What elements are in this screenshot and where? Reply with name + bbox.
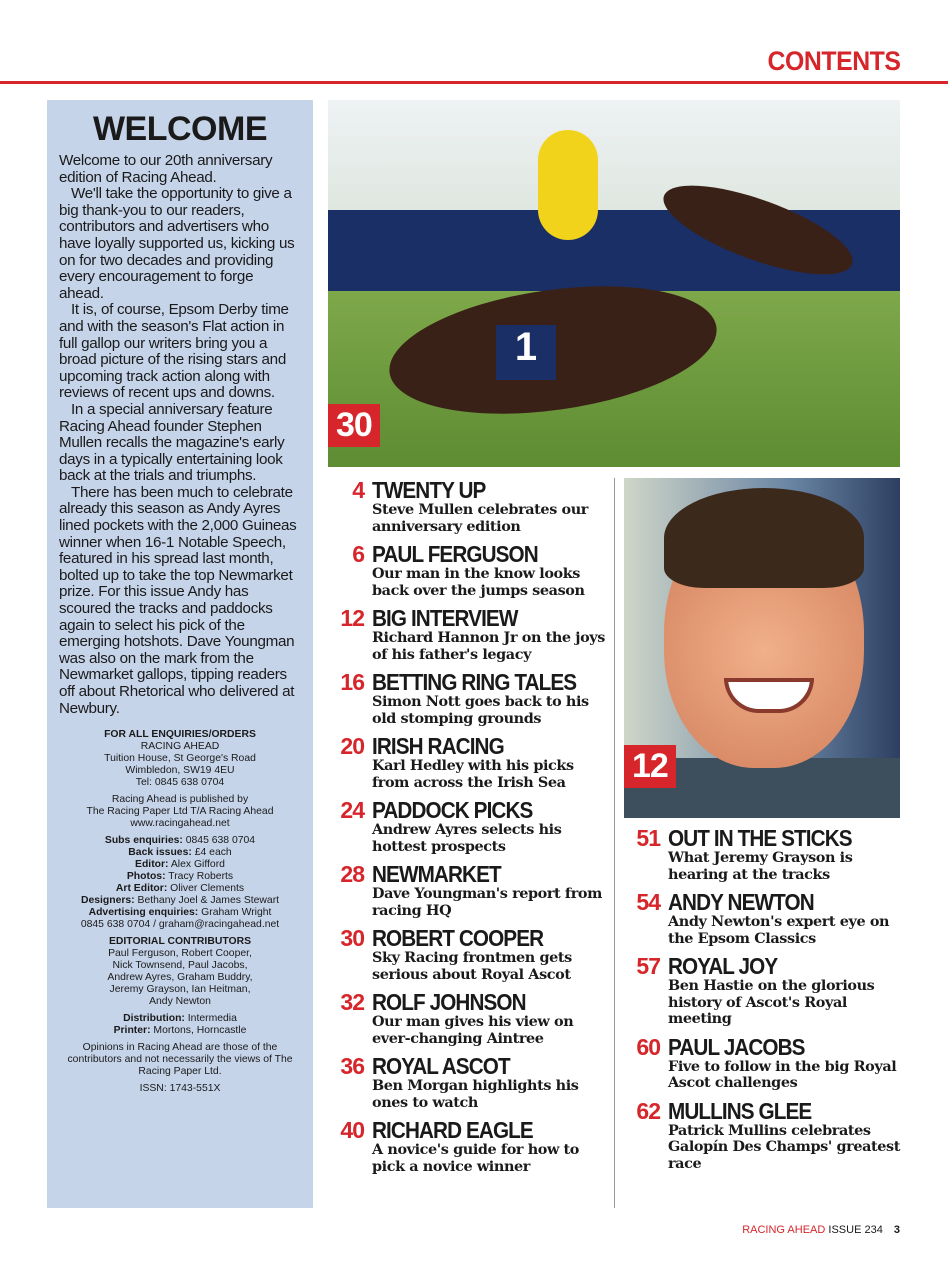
contents-item[interactable] xyxy=(328,1118,612,1175)
publisher-line: The Racing Paper Ltd T/A Racing Ahead xyxy=(86,806,274,818)
page-number: 20 xyxy=(340,733,364,759)
publication-name: RACING AHEAD xyxy=(742,1224,826,1236)
item-title: ROYAL ASCOT xyxy=(372,1053,510,1079)
welcome-sidebar xyxy=(47,100,313,1208)
address-line: RACING AHEAD xyxy=(140,741,220,753)
page-number: 3 xyxy=(893,1224,900,1236)
credit-label: Photos: xyxy=(126,871,166,883)
credit-line xyxy=(59,859,301,871)
contents-list-left xyxy=(328,478,612,1182)
item-title: TWENTY UP xyxy=(372,477,486,503)
page-number: 4 xyxy=(352,477,364,503)
page-number: 30 xyxy=(340,925,364,951)
page-number: 57 xyxy=(636,953,660,979)
item-title: PAUL JACOBS xyxy=(668,1033,805,1060)
credit-value: Graham Wright xyxy=(201,907,272,919)
enquiries-heading: FOR ALL ENQUIRIES/ORDERS xyxy=(104,729,256,741)
contents-item[interactable] xyxy=(328,734,612,791)
welcome-paragraph: In a special anniversary feature Racing Ahead founder Stephen Mullen recalls the magazine's early days in a typically entertaining look back at the trials and triumphs. xyxy=(59,400,285,485)
credit-label: Back issues: xyxy=(128,847,192,859)
page-number: 54 xyxy=(636,889,660,915)
contents-item[interactable] xyxy=(624,826,914,883)
contents-list-right xyxy=(624,826,914,1179)
column-divider xyxy=(614,478,615,1208)
address-line: Wimbledon, SW19 4EU xyxy=(125,765,235,777)
credit-line xyxy=(59,847,301,859)
item-description: Andy Newton's expert eye on the Epsom Classics xyxy=(668,913,890,947)
item-text xyxy=(372,990,612,1047)
item-text xyxy=(668,1099,914,1173)
item-text xyxy=(668,1035,914,1092)
item-title: BETTING RING TALES xyxy=(372,669,577,695)
contents-item[interactable] xyxy=(328,606,612,663)
item-text xyxy=(668,954,914,1028)
credit-line xyxy=(59,871,301,883)
printer-label: Printer: xyxy=(113,1025,151,1037)
item-text xyxy=(372,542,612,599)
item-description: Dave Youngman's report from racing HQ xyxy=(372,885,602,919)
item-text xyxy=(372,798,612,855)
item-description: Simon Nott goes back to his old stomping grounds xyxy=(372,693,589,727)
page-number: 62 xyxy=(636,1097,660,1124)
credit-value: 0845 638 0704 xyxy=(185,835,256,847)
page-number: 6 xyxy=(352,541,364,567)
item-title: ROLF JOHNSON xyxy=(372,989,526,1015)
item-title: BIG INTERVIEW xyxy=(372,605,518,631)
welcome-text xyxy=(59,153,301,717)
item-title: NEWMARKET xyxy=(372,861,501,887)
item-title: IRISH RACING xyxy=(372,733,504,759)
credit-value: Bethany Joel & James Stewart xyxy=(137,895,280,907)
page-number: 28 xyxy=(340,861,364,887)
section-title: CONTENTS xyxy=(767,46,900,76)
item-description: Our man gives his view on ever-changing Aintree xyxy=(372,1013,574,1047)
item-description: Richard Hannon Jr on the joys of his father's legacy xyxy=(372,629,605,663)
distribution-label: Distribution: xyxy=(123,1013,185,1025)
item-text xyxy=(668,826,914,883)
welcome-paragraph: There has been much to celebrate already this season as Andy Ayres lined pockets with the 2,000 Guineas winner when 16-1 Notable Speech, featured in his spread last month, bolted up to take the top Newmarket prize. For this issue Andy has scoured the tracks and paddocks again to select his pick of the emerging hotshots. Dave Youngman was also on the mark from the Newmarket gallops, tipping readers off about Rhetorical who delivered at Newbury. xyxy=(59,483,297,717)
item-text xyxy=(372,478,612,535)
item-title: ROBERT COOPER xyxy=(372,925,544,951)
credit-label: Art Editor: xyxy=(115,883,168,895)
disclaimer: Opinions in Racing Ahead are those of the contributors and not necessarily the views of The Racing Paper Ltd. xyxy=(67,1042,293,1078)
credit-line xyxy=(59,895,301,907)
masthead-info xyxy=(59,729,301,1095)
ad-contact: 0845 638 0704 / graham@racingahead.net xyxy=(80,919,280,931)
page-number: 40 xyxy=(340,1117,364,1143)
page-number: 24 xyxy=(340,797,364,823)
credit-label: Advertising enquiries: xyxy=(88,907,199,919)
horse-racing-photo: 1 30 xyxy=(328,100,900,467)
item-title: ROYAL JOY xyxy=(668,953,778,979)
page-number: 60 xyxy=(636,1033,660,1060)
credit-line xyxy=(59,835,301,847)
publisher-line: Racing Ahead is published by xyxy=(111,794,249,806)
item-text xyxy=(372,926,612,983)
item-text xyxy=(372,670,612,727)
item-text xyxy=(372,1054,612,1111)
page-badge-30: 30 xyxy=(328,404,380,447)
item-description: Steve Mullen celebrates our anniversary edition xyxy=(372,501,588,535)
welcome-paragraph: It is, of course, Epsom Derby time and with the season's Flat action in full gallop our writers bring you a broad picture of the rising stars and upcoming track action along with reviews of recent ups and downs. xyxy=(59,301,289,402)
page-badge-12: 12 xyxy=(624,745,676,788)
item-title: RICHARD EAGLE xyxy=(372,1117,533,1143)
contents-item[interactable] xyxy=(624,890,914,947)
welcome-paragraph: Welcome to our 20th anniversary edition of Racing Ahead. xyxy=(59,152,273,186)
publisher-line: www.racingahead.net xyxy=(130,818,230,830)
item-description: Patrick Mullins celebrates Galopín Des Champs' greatest race xyxy=(668,1121,900,1172)
item-description: Five to follow in the big Royal Ascot challenges xyxy=(668,1057,897,1091)
issn: ISSN: 1743-551X xyxy=(139,1083,221,1095)
welcome-heading: WELCOME xyxy=(92,110,268,148)
header-rule xyxy=(0,81,948,84)
credit-line xyxy=(59,907,301,919)
item-description: A novice's guide for how to pick a novice winner xyxy=(372,1141,580,1175)
credit-value: Tracy Roberts xyxy=(168,871,234,883)
contributors-list: Paul Ferguson, Robert Cooper, Nick Townsend, Paul Jacobs, Andrew Ayres, Graham Buddry, Jeremy Grayson, Ian Heitman, Andy Newton xyxy=(107,948,253,1008)
contributors-heading: EDITORIAL CONTRIBUTORS xyxy=(108,936,251,948)
item-text xyxy=(372,606,612,663)
page-footer xyxy=(742,1224,900,1236)
welcome-paragraph: We'll take the opportunity to give a big thank-you to our readers, contributors and advertisers who have loyally supported us, kicking us on for two decades and providing every encouragement to forge ahead. xyxy=(59,185,295,302)
page-number: 16 xyxy=(340,669,364,695)
contents-item[interactable] xyxy=(328,478,612,535)
credit-line xyxy=(59,883,301,895)
item-description: Andrew Ayres selects his hottest prospects xyxy=(372,821,562,855)
credit-label: Editor: xyxy=(135,859,169,871)
trainer-portrait-photo xyxy=(624,478,900,818)
distribution-value: Intermedia xyxy=(187,1013,237,1025)
item-title: OUT IN THE STICKS xyxy=(668,825,852,851)
item-description: Sky Racing frontmen gets serious about Royal Ascot xyxy=(372,949,572,983)
contents-item[interactable] xyxy=(328,990,612,1047)
contents-item[interactable] xyxy=(328,798,612,855)
contents-item[interactable] xyxy=(328,670,612,727)
contents-item[interactable] xyxy=(328,862,612,919)
contents-item[interactable] xyxy=(328,1054,612,1111)
item-text xyxy=(372,1118,612,1175)
issue-number: ISSUE 234 xyxy=(828,1224,883,1236)
credit-value: £4 each xyxy=(194,847,232,859)
item-description: Ben Hastie on the glorious history of Ascot's Royal meeting xyxy=(668,977,875,1027)
contents-item[interactable] xyxy=(624,1099,914,1173)
page-number: 51 xyxy=(636,825,660,851)
item-description: Our man in the know looks back over the jumps season xyxy=(372,565,585,599)
contents-item[interactable] xyxy=(328,542,612,599)
item-title: PADDOCK PICKS xyxy=(372,797,533,823)
page-number: 12 xyxy=(340,605,364,631)
item-description: What Jeremy Grayson is hearing at the tracks xyxy=(668,849,853,883)
item-text xyxy=(372,734,612,791)
item-description: Karl Hedley with his picks from across the Irish Sea xyxy=(372,757,574,791)
contents-item[interactable] xyxy=(328,926,612,983)
credit-value: Alex Gifford xyxy=(170,859,225,871)
item-description: Ben Morgan highlights his ones to watch xyxy=(372,1077,579,1111)
contents-item[interactable] xyxy=(624,954,914,1028)
item-title: PAUL FERGUSON xyxy=(372,541,538,567)
page-number: 32 xyxy=(340,989,364,1015)
address-line: Tel: 0845 638 0704 xyxy=(135,777,225,789)
credit-label: Designers: xyxy=(80,895,135,907)
address-line: Tuition House, St George's Road xyxy=(104,753,256,765)
item-text xyxy=(668,890,914,947)
page-number: 36 xyxy=(340,1053,364,1079)
printer-value: Mortons, Horncastle xyxy=(153,1025,247,1037)
item-title: ANDY NEWTON xyxy=(668,889,814,915)
credit-label: Subs enquiries: xyxy=(104,835,183,847)
item-title: MULLINS GLEE xyxy=(668,1097,812,1124)
contents-item[interactable] xyxy=(624,1035,914,1092)
item-text xyxy=(372,862,612,919)
credit-value: Oliver Clements xyxy=(170,883,245,895)
